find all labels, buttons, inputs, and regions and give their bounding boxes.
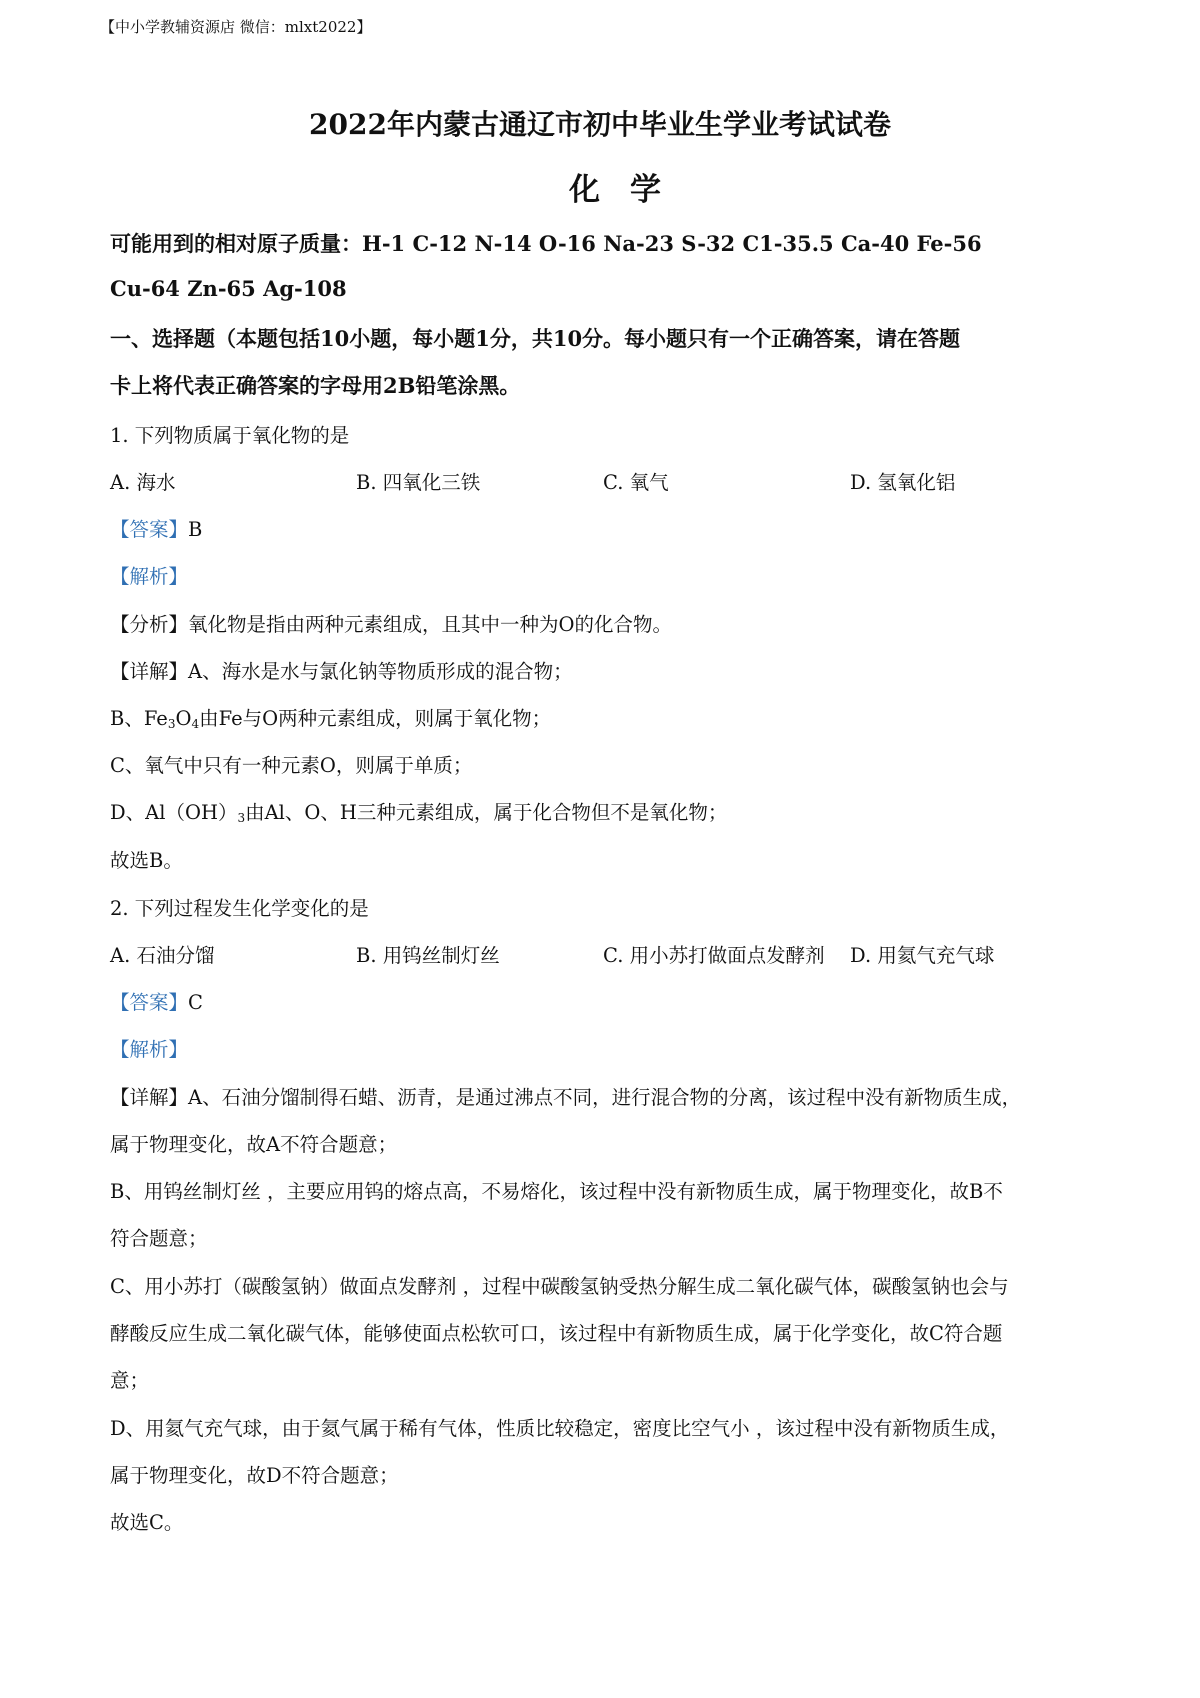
q2-option-b: B. 用钨丝制灯丝 (356, 944, 500, 967)
q2-detail-line: C、用小苏打（碳酸氢钠）做面点发酵剂 ，过程中碳酸氢钠受热分解生成二氧化碳气体，碳酸氢钠也会与 (110, 1275, 1009, 1298)
question-1-stem: 1. 下列物质属于氧化物的是 (110, 424, 350, 447)
q1-detail-c: C、氧气中只有一种元素O，则属于单质； (110, 754, 473, 777)
q1-detail-b (110, 703, 551, 731)
q1-answer-line (110, 514, 202, 542)
question-2-stem: 2. 下列过程发生化学变化的是 (110, 897, 369, 920)
q2-answer-label: 【答案】 (110, 991, 189, 1014)
q1-detail-b-post: 由Fe与O两种元素组成，则属于氧化物； (199, 707, 552, 730)
q1-detail-b-pre: B、Fe (110, 707, 168, 730)
q1-detail-d-pre: D、Al（OH） (110, 801, 238, 824)
q2-detail-line: 属于物理变化，故A不符合题意； (110, 1133, 398, 1156)
q1-option-b: B. 四氧化三铁 (356, 471, 481, 494)
q1-option-c: C. 氧气 (603, 471, 669, 494)
q1-detail-b-sub1: 3 (167, 717, 176, 731)
exam-title: 2022年内蒙古通辽市初中毕业生学业考试试卷 (309, 108, 891, 141)
q1-detail-b-mid: O (175, 707, 192, 730)
atomic-masses-line-1: 可能用到的相对原子质量：H-1 C-12 N-14 O-16 Na-23 S-32 C1-35.5 Ca-40 Fe-56 (110, 231, 982, 256)
q2-detail-line: D、用氦气充气球，由于氦气属于稀有气体，性质比较稳定，密度比空气小 ，该过程中没有新物质生成， (110, 1417, 1010, 1440)
q2-answer-line (110, 987, 203, 1015)
q2-detail-line: 意； (110, 1369, 150, 1392)
q2-detail-line: B、用钨丝制灯丝 ，主要应用钨的熔点高，不易熔化，该过程中没有新物质生成，属于物理变化，故B不 (110, 1180, 1003, 1203)
q1-analysis-label: 【解析】 (110, 565, 189, 588)
q2-analysis-label: 【解析】 (110, 1038, 189, 1061)
q1-option-a: A. 海水 (110, 471, 176, 494)
q2-option-a: A. 石油分馏 (110, 944, 215, 967)
header-note: 【中小学教辅资源店 微信：mlxt2022】 (100, 18, 372, 36)
q1-option-d: D. 氢氧化铝 (850, 471, 956, 494)
section-heading-line-2: 卡上将代表正确答案的字母用2B铅笔涂黑。 (110, 373, 521, 398)
q1-conclusion: 故选B。 (110, 849, 183, 872)
q2-option-d: D. 用氦气充气球 (850, 944, 995, 967)
q2-answer: C (188, 991, 203, 1014)
q1-detail-d-post: 由Al、O、H三种元素组成，属于化合物但不是氧化物； (245, 801, 728, 824)
q2-option-c: C. 用小苏打做面点发酵剂 (603, 944, 825, 967)
q1-answer: B (188, 518, 203, 541)
q2-detail-line: 属于物理变化，故D不符合题意； (110, 1464, 399, 1487)
q1-detail-b-sub2: 4 (191, 717, 200, 731)
q2-detail-line: 【详解】A、石油分馏制得石蜡、沥青，是通过沸点不同，进行混合物的分离，该过程中没有新物质生成， (110, 1086, 1022, 1109)
section-heading-line-1: 一、选择题（本题包括10小题，每小题1分，共10分。每小题只有一个正确答案，请在答题 (110, 326, 961, 351)
q2-detail-line: 符合题意； (110, 1227, 208, 1250)
q1-detail-a: 【详解】A、海水是水与氯化钠等物质形成的混合物； (110, 660, 573, 683)
atomic-masses-line-2: Cu-64 Zn-65 Ag-108 (110, 276, 347, 301)
q2-detail-line: 酵酸反应生成二氧化碳气体，能够使面点松软可口，该过程中有新物质生成，属于化学变化，故C符合题 (110, 1322, 1003, 1345)
q1-detail-d-sub: 3 (237, 811, 246, 825)
q2-conclusion: 故选C。 (110, 1511, 184, 1534)
q1-fenxi: 【分析】氧化物是指由两种元素组成，且其中一种为O的化合物。 (110, 613, 672, 636)
q1-detail-d (110, 797, 727, 825)
subject-title: 化学 (569, 172, 691, 208)
q1-answer-label: 【答案】 (110, 518, 189, 541)
